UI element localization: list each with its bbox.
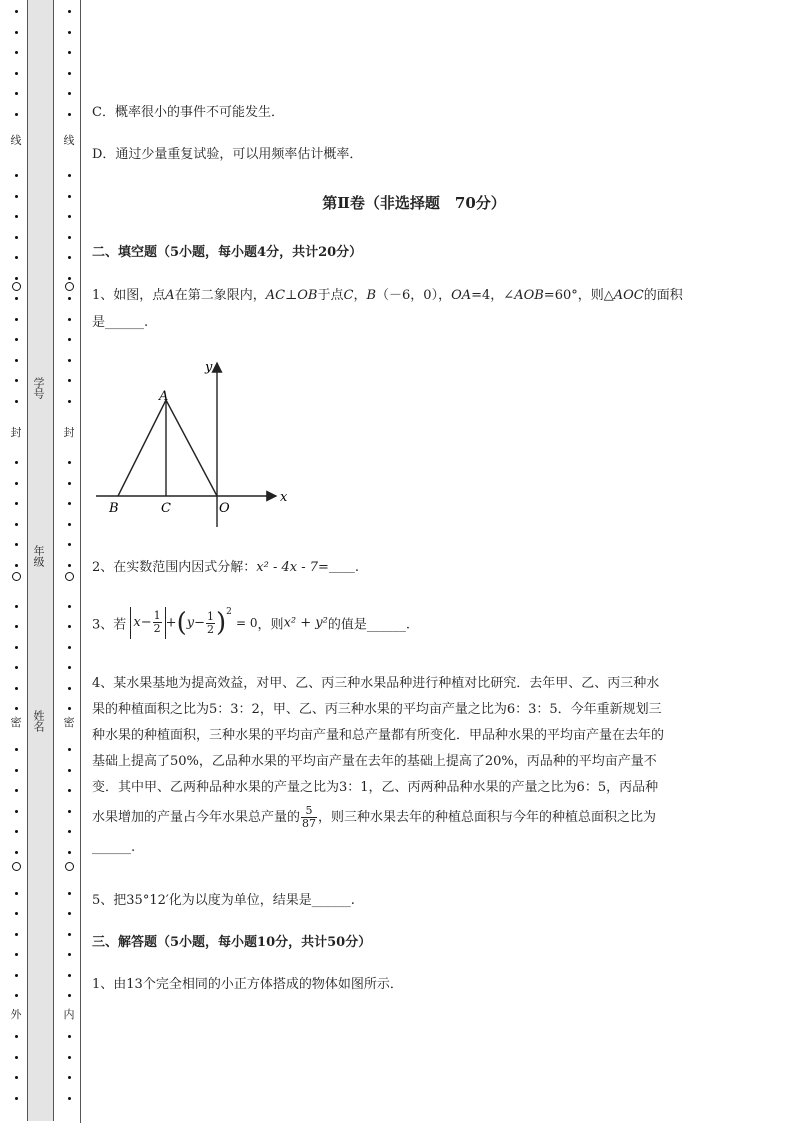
binding-dot [68, 277, 71, 280]
binding-dot [68, 810, 71, 813]
q1-text: 在第二象限内， [174, 288, 266, 303]
binding-dot [68, 769, 71, 772]
field-student-number: 学号 [32, 377, 45, 399]
binding-dot [68, 256, 71, 259]
binding-dot [15, 625, 18, 628]
q1-text: （－6，0）， [376, 288, 452, 303]
q3-blank: 的值是______. [327, 617, 410, 633]
q1-text: 的面积 [643, 288, 683, 303]
segment-ao [166, 400, 217, 496]
binding-dot [15, 72, 18, 75]
q2-expression: x² - 4x - 7 [256, 560, 319, 575]
binding-circle [12, 862, 21, 871]
margin-char-mi-right: 密 [63, 716, 75, 729]
binding-dot [15, 236, 18, 239]
label-y: y [205, 360, 213, 375]
binding-dot [68, 502, 71, 505]
question-1-line-2: 是______. [92, 315, 149, 330]
binding-dot [68, 482, 71, 485]
q3-op: − [140, 615, 152, 630]
binding-dot [15, 379, 18, 382]
binding-dot [15, 564, 18, 567]
binding-dot [68, 72, 71, 75]
binding-dot [68, 236, 71, 239]
binding-margin-right [53, 0, 81, 1123]
binding-dot [15, 359, 18, 362]
option-d: D．通过少量重复试验，可以用频率估计概率． [92, 147, 363, 162]
binding-dot [68, 215, 71, 218]
q3-text: 3、若 [92, 617, 127, 633]
segment-ab [118, 400, 166, 496]
q3-abs-value [130, 607, 165, 639]
part-title: 第Ⅱ卷（非选择题 70分） [322, 194, 506, 212]
q3-eq: = 0 [236, 616, 258, 630]
frac-num: 5 [301, 805, 317, 818]
binding-dot [68, 912, 71, 915]
q3-var: y [186, 615, 195, 631]
binding-dot [68, 1097, 71, 1100]
binding-dot [68, 1035, 71, 1038]
binding-dot [68, 297, 71, 300]
q4-fraction [301, 805, 317, 830]
binding-dot [15, 974, 18, 977]
margin-char-feng-right: 封 [63, 426, 75, 439]
binding-dot [68, 953, 71, 956]
binding-dot [68, 892, 71, 895]
binding-dot [68, 523, 71, 526]
binding-dot [15, 748, 18, 751]
label-o: O [219, 501, 230, 516]
question-1-line-1 [92, 284, 683, 303]
binding-dot [68, 92, 71, 95]
binding-dot [68, 461, 71, 464]
binding-dot [68, 10, 71, 13]
binding-dot [68, 625, 71, 628]
q4-line: 基础上提高了50%，乙品种水果的平均亩产量在去年的基础上提高了20%，丙品种的平均亩产量不 [92, 754, 657, 769]
binding-dot [15, 994, 18, 997]
frac-den: 87 [302, 817, 317, 830]
q1-text: 于点 [317, 288, 344, 303]
binding-dot [15, 461, 18, 464]
q1-number: 1、 [92, 288, 114, 303]
binding-dot [68, 174, 71, 177]
binding-dot [68, 51, 71, 54]
frac-den: 2 [207, 622, 214, 636]
q3-exponent: 2 [226, 607, 232, 617]
binding-dot [15, 687, 18, 690]
q1-var: OA [451, 288, 472, 303]
binding-dot [68, 195, 71, 198]
binding-dot [68, 687, 71, 690]
binding-dot [15, 174, 18, 177]
binding-dot [15, 523, 18, 526]
binding-dot [68, 666, 71, 669]
binding-dot [15, 256, 18, 259]
binding-dot [15, 297, 18, 300]
q1-text: ， [353, 288, 367, 303]
binding-dot [15, 830, 18, 833]
binding-dot [15, 933, 18, 936]
binding-dot [15, 400, 18, 403]
binding-dot [15, 1097, 18, 1100]
binding-dot [68, 543, 71, 546]
binding-dot [68, 789, 71, 792]
q3-expression: x² + y² [283, 615, 328, 631]
binding-dot [15, 195, 18, 198]
binding-dot [68, 851, 71, 854]
margin-char-nei-right: 内 [63, 1008, 75, 1021]
binding-circle [65, 862, 74, 871]
q2-blank: =＿＿. [318, 560, 360, 575]
q1-var: C [343, 288, 354, 303]
q2-text: 2、在实数范围内因式分解： [92, 560, 257, 575]
question-5: 5、把35°12′化为以度为单位，结果是______. [92, 893, 355, 908]
binding-dot [68, 974, 71, 977]
binding-dot [15, 543, 18, 546]
margin-char-feng-left: 封 [10, 426, 22, 439]
q1-var: AOB [514, 288, 544, 303]
binding-margin-left [0, 0, 27, 1123]
margin-char-wai-left: 外 [10, 1008, 22, 1021]
binding-dot [68, 564, 71, 567]
label-c: C [161, 501, 171, 516]
field-grade: 年级 [32, 545, 45, 567]
section-2-heading: 二、填空题（5小题，每小题4分，共计20分） [92, 245, 363, 260]
binding-dot [68, 994, 71, 997]
q4-line: 果的种植面积之比为5：3：2，甲、乙、丙三种水果的平均亩产量之比为6：3：5．今年重新规划三 [92, 702, 662, 717]
binding-dot [68, 338, 71, 341]
q1-var: AC⊥OB [265, 288, 318, 303]
binding-dot [68, 707, 71, 710]
binding-circle [12, 572, 21, 581]
question-3: 3、若 x− $\frac{1}{2}$ +(y− $\frac{1}{2}$ )$^2$ = 0，则x² + y²的值是______. [92, 607, 410, 638]
binding-dot [68, 933, 71, 936]
binding-dot [15, 707, 18, 710]
binding-dot [15, 646, 18, 649]
binding-dot [68, 646, 71, 649]
q4-line-6 [92, 801, 742, 835]
margin-char-mi-left: 密 [10, 716, 22, 729]
q4-line: 变．其中甲、乙两种品种水果的产量之比为3：1，乙、丙两种品种水果的产量之比为6：5，丙品种 [92, 780, 659, 795]
binding-dot [15, 338, 18, 341]
binding-dot [68, 1076, 71, 1079]
binding-dot [15, 482, 18, 485]
q3-fraction [153, 610, 162, 635]
binding-dot [15, 892, 18, 895]
field-name: 姓名 [32, 710, 45, 732]
binding-dot [15, 113, 18, 116]
option-c: C．概率很小的事件不可能发生． [92, 105, 284, 120]
binding-dot [68, 31, 71, 34]
q4-text: 水果增加的产量占今年水果总产量的 [92, 810, 301, 825]
binding-circle [65, 572, 74, 581]
label-x: x [280, 490, 288, 505]
q3-fraction [206, 611, 215, 636]
q1-var: A [165, 288, 175, 303]
binding-dot [68, 379, 71, 382]
binding-dot [68, 359, 71, 362]
binding-dot [15, 953, 18, 956]
binding-dot [15, 502, 18, 505]
binding-dot [68, 1056, 71, 1059]
margin-char-xian-right: 线 [63, 134, 75, 147]
label-a: A [159, 389, 169, 404]
q4-blank: ______. [92, 840, 136, 855]
frac-num: 1 [153, 609, 161, 622]
label-b: B [109, 501, 119, 516]
binding-dot [68, 748, 71, 751]
q4-text: ，则三种水果去年的种植总面积与今年的种植总面积之比为 [318, 810, 657, 825]
binding-circle [65, 282, 74, 291]
binding-dot [15, 810, 18, 813]
frac-den: 2 [153, 622, 161, 635]
margin-char-xian-left: 线 [10, 134, 22, 147]
question-2 [92, 556, 359, 575]
binding-circle [12, 282, 21, 291]
binding-dot [15, 31, 18, 34]
binding-dot [15, 605, 18, 608]
q1-var: B [366, 288, 377, 303]
q4-line: 4、某水果基地为提高效益，对甲、乙、丙三种水果品种进行种植对比研究．去年甲、乙、丙三种水 [92, 676, 660, 691]
q1-text: =4，∠ [471, 288, 515, 303]
binding-dot [15, 10, 18, 13]
triangle-figure [92, 355, 302, 530]
section-3-heading: 三、解答题（5小题，每小题10分，共计50分） [92, 935, 372, 950]
binding-dot [68, 830, 71, 833]
binding-dot [15, 51, 18, 54]
q3-op: − [194, 615, 205, 631]
binding-dot [15, 666, 18, 669]
q1-var: AOC [613, 288, 644, 303]
binding-dot [15, 1056, 18, 1059]
binding-dot [68, 400, 71, 403]
question-4 [92, 671, 742, 861]
q4-line: 种水果的种植面积，三种水果的平均亩产量和总产量都有所变化．甲品种水果的平均亩产量在去年的 [92, 728, 665, 743]
frac-num: 1 [207, 609, 214, 623]
binding-dot [15, 789, 18, 792]
binding-dot [15, 1035, 18, 1038]
binding-dot [68, 318, 71, 321]
binding-dot [15, 277, 18, 280]
binding-dot [15, 769, 18, 772]
q1-text: 如图，点 [113, 288, 166, 303]
binding-dot [15, 92, 18, 95]
binding-dot [15, 215, 18, 218]
q3-var: x [133, 615, 141, 630]
section-3-question-1: 1、由13个完全相同的小正方体搭成的物体如图所示． [92, 977, 403, 992]
binding-dot [68, 113, 71, 116]
binding-dot [15, 851, 18, 854]
binding-dot [15, 912, 18, 915]
binding-dot [15, 318, 18, 321]
binding-dot [15, 1076, 18, 1079]
q3-text: ，则 [257, 617, 284, 633]
q1-text: =60°，则△ [543, 288, 614, 303]
binding-dot [68, 605, 71, 608]
